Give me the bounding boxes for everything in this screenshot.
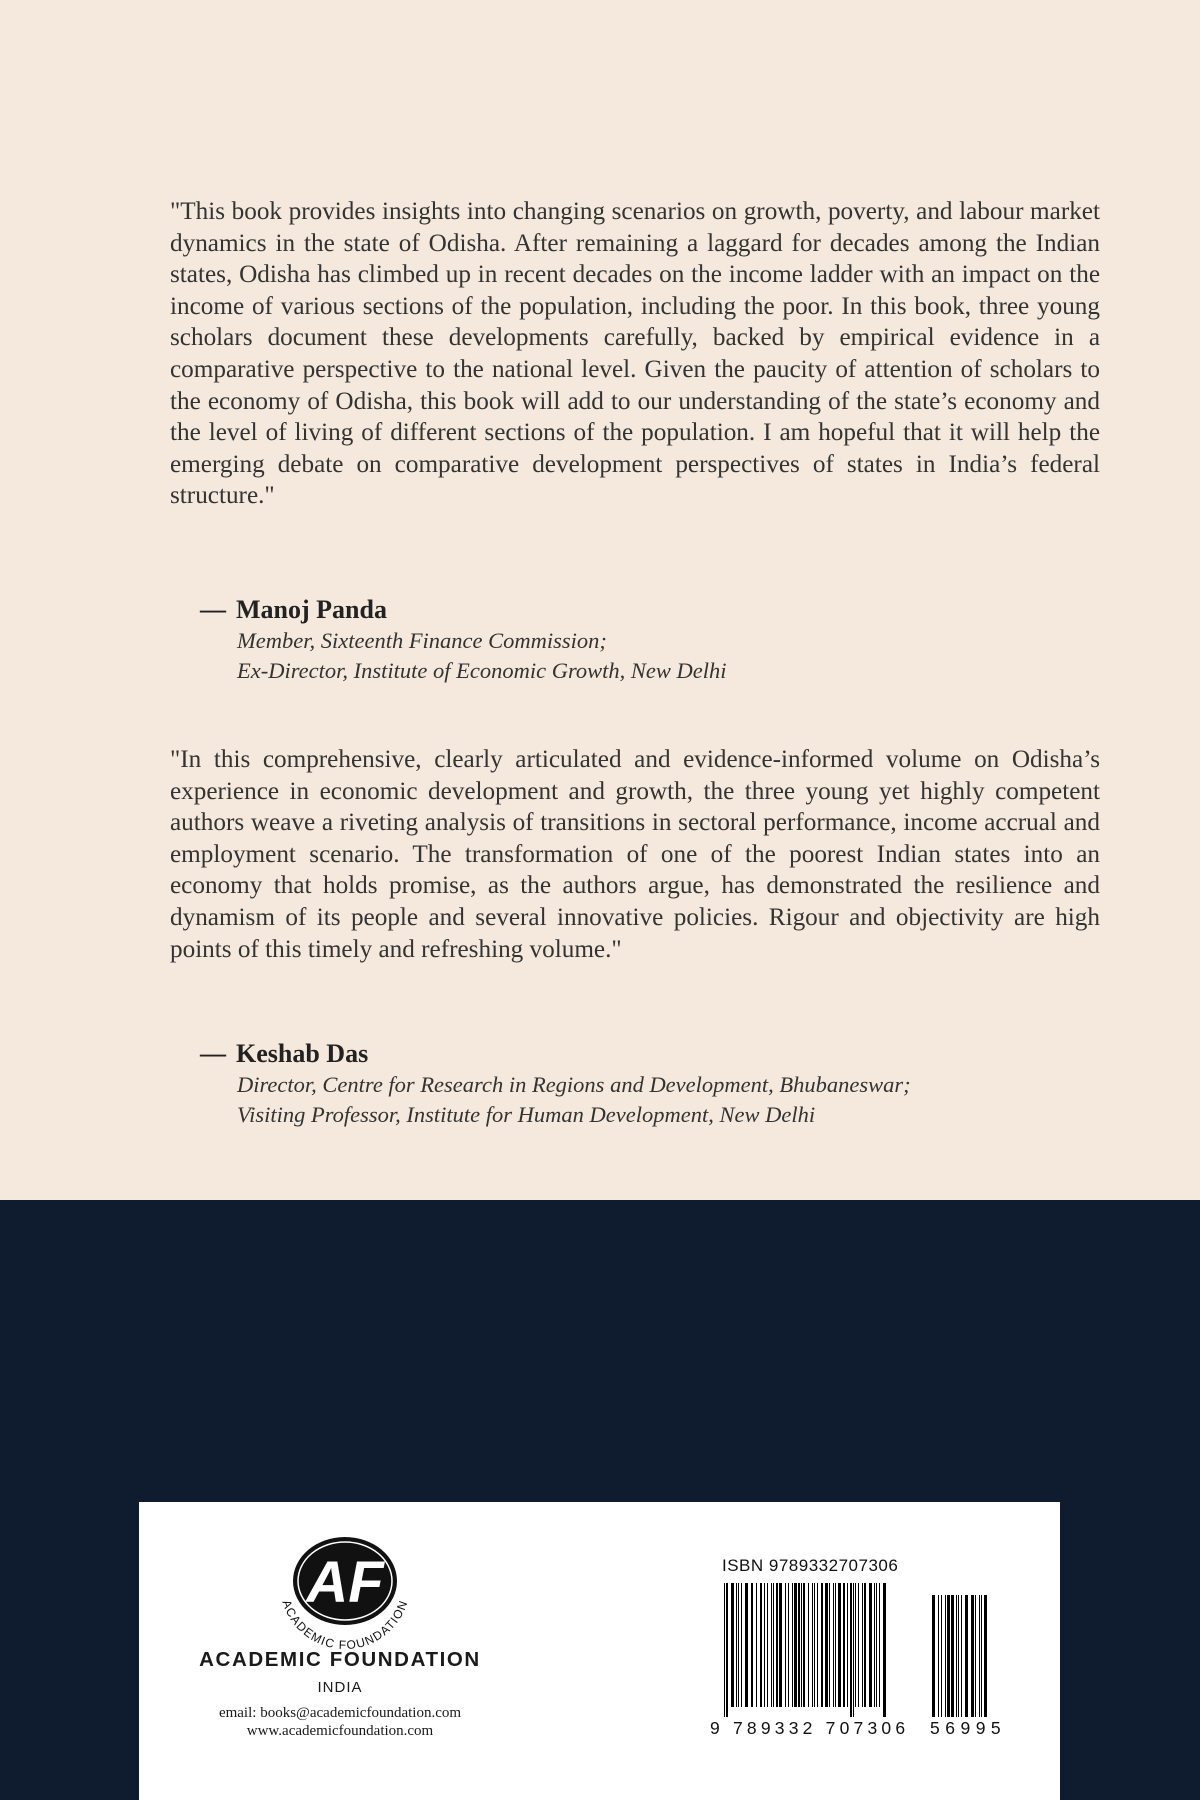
barcode-bar xyxy=(947,1595,950,1717)
publisher-email: email: books@academicfoundation.com xyxy=(218,1705,462,1721)
barcode-digits: 9 789332 707306 xyxy=(710,1718,910,1738)
barcode-bar xyxy=(788,1583,789,1707)
barcode-bar xyxy=(853,1583,854,1717)
barcode-bar xyxy=(808,1583,809,1707)
publisher-info xyxy=(170,1647,510,1740)
barcode-bar xyxy=(858,1583,859,1707)
barcode-bar xyxy=(874,1583,875,1707)
barcode-bar xyxy=(938,1595,939,1717)
barcode-bar xyxy=(798,1583,800,1707)
barcode-bar xyxy=(812,1583,813,1707)
barcode-bar xyxy=(975,1595,976,1717)
barcode-bar xyxy=(821,1583,823,1707)
barcode-bar xyxy=(803,1583,805,1707)
barcode-bar xyxy=(773,1583,774,1707)
barcode-bar xyxy=(932,1595,935,1717)
barcode-bar xyxy=(961,1595,962,1717)
em-dash: — xyxy=(200,1039,226,1068)
endorsement-quote: "In this comprehensive, clearly articulated and evidence-informed volume on Odisha’s experience in economic development and growth, the three young yet highly competent authors weave a riveting analysis of transitions in sectoral performance, income accrual and employment scenario. The transformation of one of the poorest Indian states into an economy that holds promise, as the authors argue, has demonstrated the resilience and dynamism of its people and several innovative policies. Rigour and objectivity are high points of this timely and refreshing volume." xyxy=(170,746,1100,963)
logo-ring-text: ACADEMIC FOUNDATION xyxy=(279,1597,411,1653)
barcode-bar xyxy=(779,1583,782,1707)
barcode-bar xyxy=(792,1583,793,1707)
barcode-bar xyxy=(760,1583,762,1707)
barcode-bar xyxy=(794,1583,797,1707)
addon-barcode-digits: 56995 xyxy=(930,1718,1007,1738)
barcode-bar xyxy=(847,1583,848,1707)
barcode-bar xyxy=(838,1583,841,1707)
barcode-bar xyxy=(945,1595,946,1717)
barcode-bar xyxy=(741,1583,742,1707)
barcode-bar xyxy=(958,1595,959,1717)
barcode-bar xyxy=(817,1583,818,1707)
publisher-country: INDIA xyxy=(317,1679,363,1696)
endorsement-attribution xyxy=(200,1038,1100,1130)
barcode-bar xyxy=(843,1583,845,1707)
barcode-bar xyxy=(883,1583,886,1717)
barcode-bar xyxy=(776,1583,778,1707)
barcode-bar xyxy=(825,1583,828,1707)
barcode-bar xyxy=(941,1595,942,1717)
barcode-bar xyxy=(855,1583,856,1707)
price-addon-barcode-icon xyxy=(930,1595,990,1717)
barcode-bar xyxy=(862,1583,863,1707)
barcode-bar xyxy=(745,1583,748,1707)
endorser-affiliation: Visiting Professor, Institute for Human Development, New Delhi xyxy=(237,1102,816,1127)
barcode-bar xyxy=(767,1583,768,1707)
publisher-name: ACADEMIC FOUNDATION xyxy=(199,1648,481,1671)
barcode-bar xyxy=(951,1595,954,1717)
barcode-bar xyxy=(738,1583,739,1707)
barcode-bar xyxy=(981,1595,982,1717)
endorsement-attribution xyxy=(200,594,1100,686)
barcode-bar xyxy=(956,1595,957,1717)
endorsement-quote: "This book provides insights into changing scenarios on growth, poverty, and labour market dynamics in the state of Odisha. After remaining a laggard for decades among the Indian states, Odisha has climbed up in recent decades on the income ladder with an impact on the income of various sections of the population, including the poor. In this book, three young scholars document these developments carefully, backed by empirical evidence in a comparative perspective to the national level. Given the paucity of attention of scholars to the economy of Odisha, this book will add to our understanding of the state’s economy and the level of living of different sections of the population. I am hopeful that it will help the emerging debate on comparative development perspectives of states in India’s federal structure." xyxy=(170,198,1100,510)
barcode-bar xyxy=(965,1595,968,1717)
barcode-bar xyxy=(724,1583,725,1717)
endorser-name: Keshab Das xyxy=(236,1039,369,1068)
barcode-bar xyxy=(726,1583,728,1717)
isbn-label: ISBN 9789332707306 xyxy=(722,1556,899,1575)
publisher-website: www.academicfoundation.com xyxy=(246,1723,434,1739)
barcode-bar xyxy=(764,1583,765,1707)
barcode-bar xyxy=(876,1583,877,1707)
logo-letters: AF xyxy=(306,1550,384,1615)
barcode-bar xyxy=(756,1583,757,1707)
barcode-bar xyxy=(736,1583,737,1707)
barcode-bar xyxy=(771,1583,772,1707)
isbn-barcode-icon xyxy=(722,1583,892,1717)
endorser-affiliation: Ex-Director, Institute of Economic Growth, New Delhi xyxy=(237,658,727,683)
barcode-bar xyxy=(833,1583,834,1707)
barcode-bar xyxy=(864,1583,866,1707)
barcode-bar xyxy=(829,1583,830,1707)
barcode-bar xyxy=(984,1595,987,1717)
barcode-bar xyxy=(835,1583,836,1707)
barcode-bar xyxy=(971,1595,974,1717)
barcode-bar xyxy=(785,1583,786,1707)
endorser-affiliation: Director, Centre for Research in Regions and Development, Bhubaneswar; xyxy=(237,1072,911,1097)
barcode-bar xyxy=(731,1583,734,1707)
endorser-name: Manoj Panda xyxy=(236,595,387,624)
barcode-bar xyxy=(850,1583,852,1717)
endorser-affiliation: Member, Sixteenth Finance Commission; xyxy=(237,628,607,653)
barcode-bar xyxy=(869,1583,872,1707)
em-dash: — xyxy=(200,595,226,624)
barcode-bar xyxy=(801,1583,802,1707)
barcode-bar xyxy=(751,1583,753,1707)
barcode-bar xyxy=(814,1583,815,1707)
barcode-bar xyxy=(979,1595,980,1717)
publisher-logo xyxy=(260,1526,430,1666)
af-logo-icon xyxy=(260,1526,430,1666)
barcode-bar xyxy=(879,1583,880,1707)
